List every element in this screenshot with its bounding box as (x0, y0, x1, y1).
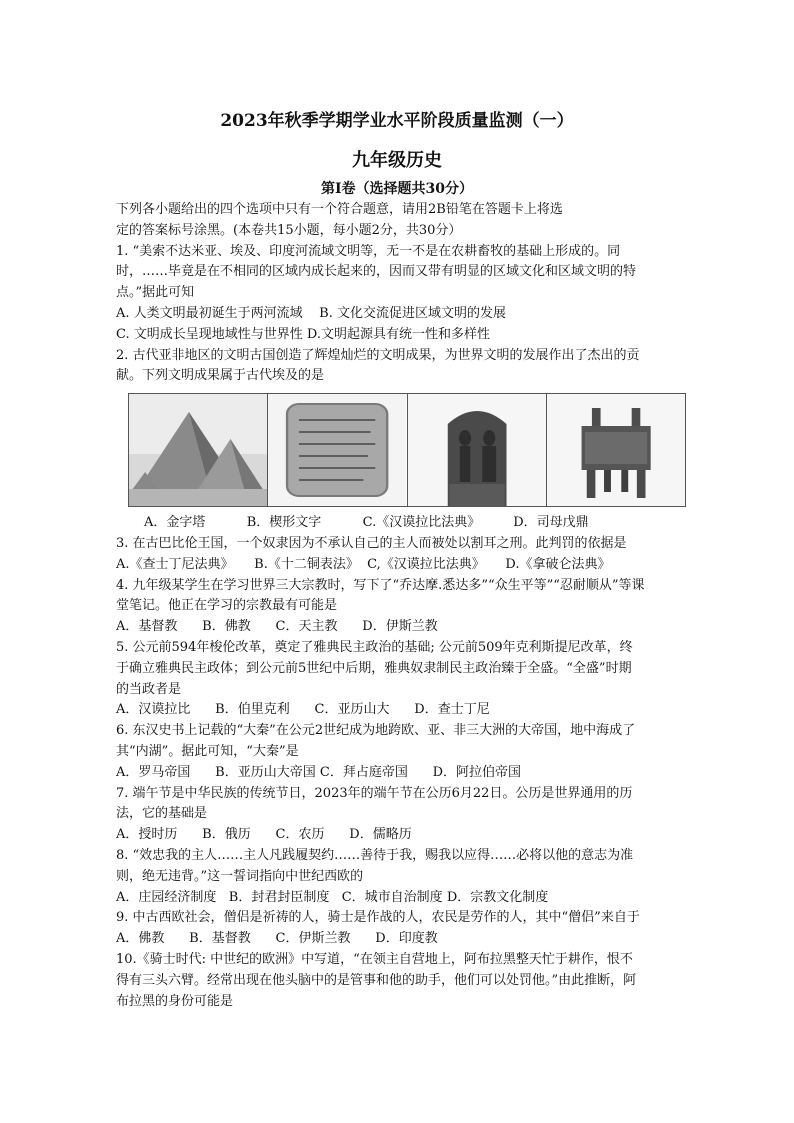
question-8-line: 则，绝无违背。”这一誓词指向中世纪西欧的 (116, 868, 364, 884)
question-9-line: 9. 中古西欧社会，僧侣是祈祷的人，骑士是作战的人，农民是劳作的人，其中“僧侣”来自于 (116, 910, 640, 926)
question-8-line: 8. “效忠我的主人……主人凡践履契约……善待于我，赐我以应得……必将以他的意志为准 (116, 847, 634, 863)
question-2-line: 献。下列文明成果属于古代埃及的是 (116, 368, 325, 384)
question-2-options: A．金字塔 B．楔形文字 C.《汉谟拉比法典》 D．司母戊鼎 (144, 515, 589, 531)
question-6-line: 6. 东汉史书上记载的“大秦”在公元2世纪成为地跨欧、亚、非三大洲的大帝国，地中海成了 (116, 723, 636, 739)
section-heading: 第Ⅰ卷（选择题共30分） (320, 181, 474, 197)
question-3-line: 3. 在古巴比伦王国，一个奴隶因为不承认自己的主人而被处以割耳之刑。此判罚的依据是 (116, 535, 627, 551)
question-6-options: A．罗马帝国 B．亚历山大帝国 C．拜占庭帝国 D．阿拉伯帝国 (116, 764, 522, 780)
pyramids-image (129, 394, 268, 506)
question-1-options: C. 文明成长呈现地域性与世界性 D.文明起源具有统一性和多样性 (116, 326, 490, 342)
exam-content (116, 200, 692, 1012)
hammurabi-stele-image (408, 394, 547, 506)
question-2-image-row (128, 393, 686, 507)
page-subtitle: 九年级历史 (352, 150, 442, 171)
question-7-line: 7. 端午节是中华民族的传统节日，2023年的端午节在公历6月22日。公历是世界通用的历 (116, 785, 633, 801)
cuneiform-tablet-image (268, 394, 407, 506)
question-5-line: 于确立雅典民主政体；到公元前5世纪中后期，雅典奴隶制民主政治臻于全盛。“全盛”时期 (116, 660, 632, 676)
intro-line: 定的答案标号涂黑。(本卷共15小题，每小题2分，共30分） (116, 222, 462, 238)
page-title: 2023年秋季学期学业水平阶段质量监测（一） (220, 111, 574, 131)
question-6-line: 其“内湖”。据此可知，“大秦”是 (116, 743, 299, 759)
intro-line: 下列各小题给出的四个选项中只有一个符合题意，请用2B铅笔在答题卡上将选 (116, 202, 563, 217)
question-10-line: 10.《骑士时代: 中世纪的欧洲》中写道，“在领主自营地上，阿布拉黑整天忙于耕作，恨不 (116, 951, 633, 967)
question-4-options: A．基督教 B．佛教 C．天主教 D．伊斯兰教 (116, 619, 438, 635)
question-1-line: 点。”据此可知 (116, 285, 195, 301)
question-5-options: A．汉谟拉比 B．伯里克利 C．亚历山大 D．查士丁尼 (116, 702, 490, 718)
question-9-options: A．佛教 B．基督教 C．伊斯兰教 D．印度教 (116, 931, 438, 947)
question-7-options: A．授时历 B．俄历 C．农历 D．儒略历 (116, 827, 412, 843)
question-4-line: 堂笔记。他正在学习的宗教最有可能是 (116, 598, 338, 614)
question-10-line: 布拉黑的身份可能是 (116, 993, 234, 1009)
question-5-line: 5. 公元前594年梭伦改革，奠定了雅典民主政治的基础; 公元前509年克利斯提尼改革，终 (116, 639, 633, 655)
simuwu-ding-image (547, 394, 685, 506)
question-2-line: 2. 古代亚非地区的文明古国创造了辉煌灿烂的文明成果，为世界文明的发展作出了杰出的贡 (116, 347, 640, 363)
question-10-line: 得有三头六臂。经常出现在他头脑中的是管事和他的助手，他们可以处罚他。”由此推断，阿 (116, 972, 637, 988)
question-5-line: 的当政者是 (116, 681, 182, 697)
question-8-options: A．庄园经济制度 B．封君封臣制度 C．城市自治制度 D．宗教文化制度 (116, 889, 549, 905)
question-4-line: 4. 九年级某学生在学习世界三大宗教时，写下了“乔达摩.悉达多”“众生平等”“忍耐顺从”等课 (116, 577, 645, 593)
question-1-options: A. 人类文明最初诞生于两河流域 B. 文化交流促进区域文明的发展 (116, 305, 507, 321)
question-7-line: 法，它的基础是 (116, 806, 208, 822)
question-1-line: 时，……毕竟是在不相同的区域内成长起来的，因而又带有明显的区域文化和区域文明的特 (116, 264, 637, 280)
question-1-line: 1. “美索不达米亚、埃及、印度河流域文明等，无一不是在农耕畜牧的基础上形成的。同 (116, 243, 621, 259)
question-3-options: A.《查士丁尼法典》 B.《十二铜表法》 C,《汉谟拉比法典》 D.《拿破仑法典》 (116, 556, 611, 572)
